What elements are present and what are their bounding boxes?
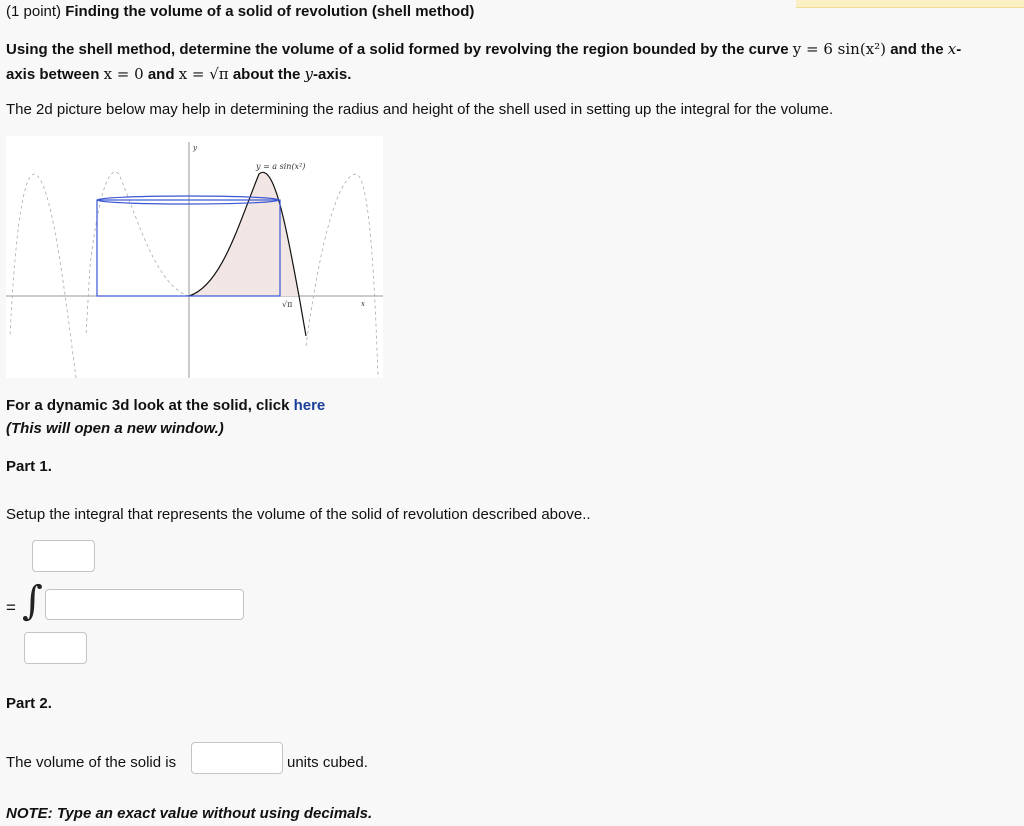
header-accent-bar (796, 0, 1024, 8)
x-variable: x (947, 40, 957, 58)
outer-curve-right (306, 174, 378, 378)
part2-heading: Part 2. (6, 695, 52, 712)
points-label: (1 point) (6, 3, 62, 20)
hint-text: The 2d picture below may help in determining the radius and height of the shell used in setting up the integral for the volume. (6, 101, 834, 118)
statement-tail: and the (890, 41, 944, 58)
hyphen: - (956, 41, 962, 58)
problem-statement-line2 (6, 65, 351, 83)
problem-title (6, 3, 474, 20)
new-window-note: (This will open a new window.) (6, 420, 224, 437)
dynamic-text: For a dynamic 3d look at the solid, click (6, 397, 290, 414)
figure-svg (6, 136, 383, 378)
y-axis-label: y (193, 144, 197, 152)
about-text: about the (232, 66, 301, 83)
title-text: Finding the volume of a solid of revolution (shell method) (65, 3, 475, 20)
problem-statement-line1 (6, 40, 961, 58)
statement-text: Using the shell method, determine the volume of a solid formed by revolving the region bounded by the curve (6, 41, 789, 58)
curve-label: y = a sin(x²) (256, 162, 306, 171)
y-variable: y (304, 65, 313, 83)
statement-text-2: axis between (6, 66, 100, 83)
volume-answer-input[interactable] (191, 742, 283, 774)
lower-limit-input[interactable] (24, 632, 87, 664)
equals-sign: = (6, 598, 16, 617)
dynamic-3d-line (6, 397, 325, 414)
lower-bound: x = 0 (103, 65, 144, 83)
units-label: units cubed. (287, 754, 368, 771)
volume-prefix: The volume of the solid is (6, 754, 177, 771)
region-fill (189, 172, 299, 296)
and-word: and (147, 66, 175, 83)
integral-sign: ∫ (22, 578, 43, 624)
upper-limit-input[interactable] (32, 540, 95, 572)
axis-word: -axis. (313, 66, 352, 83)
curve-expression: y = 6 sin(x²) (792, 40, 887, 58)
part1-heading: Part 1. (6, 458, 52, 475)
note-text: NOTE: Type an exact value without using decimals. (6, 805, 373, 822)
x-axis-label: x (361, 300, 365, 308)
part1-instruction: Setup the integral that represents the volume of the solid of revolution described above.. (6, 506, 591, 523)
upper-bound: x = √π (178, 65, 229, 83)
sqrtpi-label: √π (282, 300, 293, 309)
shell-method-figure (6, 136, 383, 378)
integrand-input[interactable] (45, 589, 244, 620)
here-link[interactable]: here (293, 397, 326, 414)
outer-curve-left (10, 174, 76, 378)
